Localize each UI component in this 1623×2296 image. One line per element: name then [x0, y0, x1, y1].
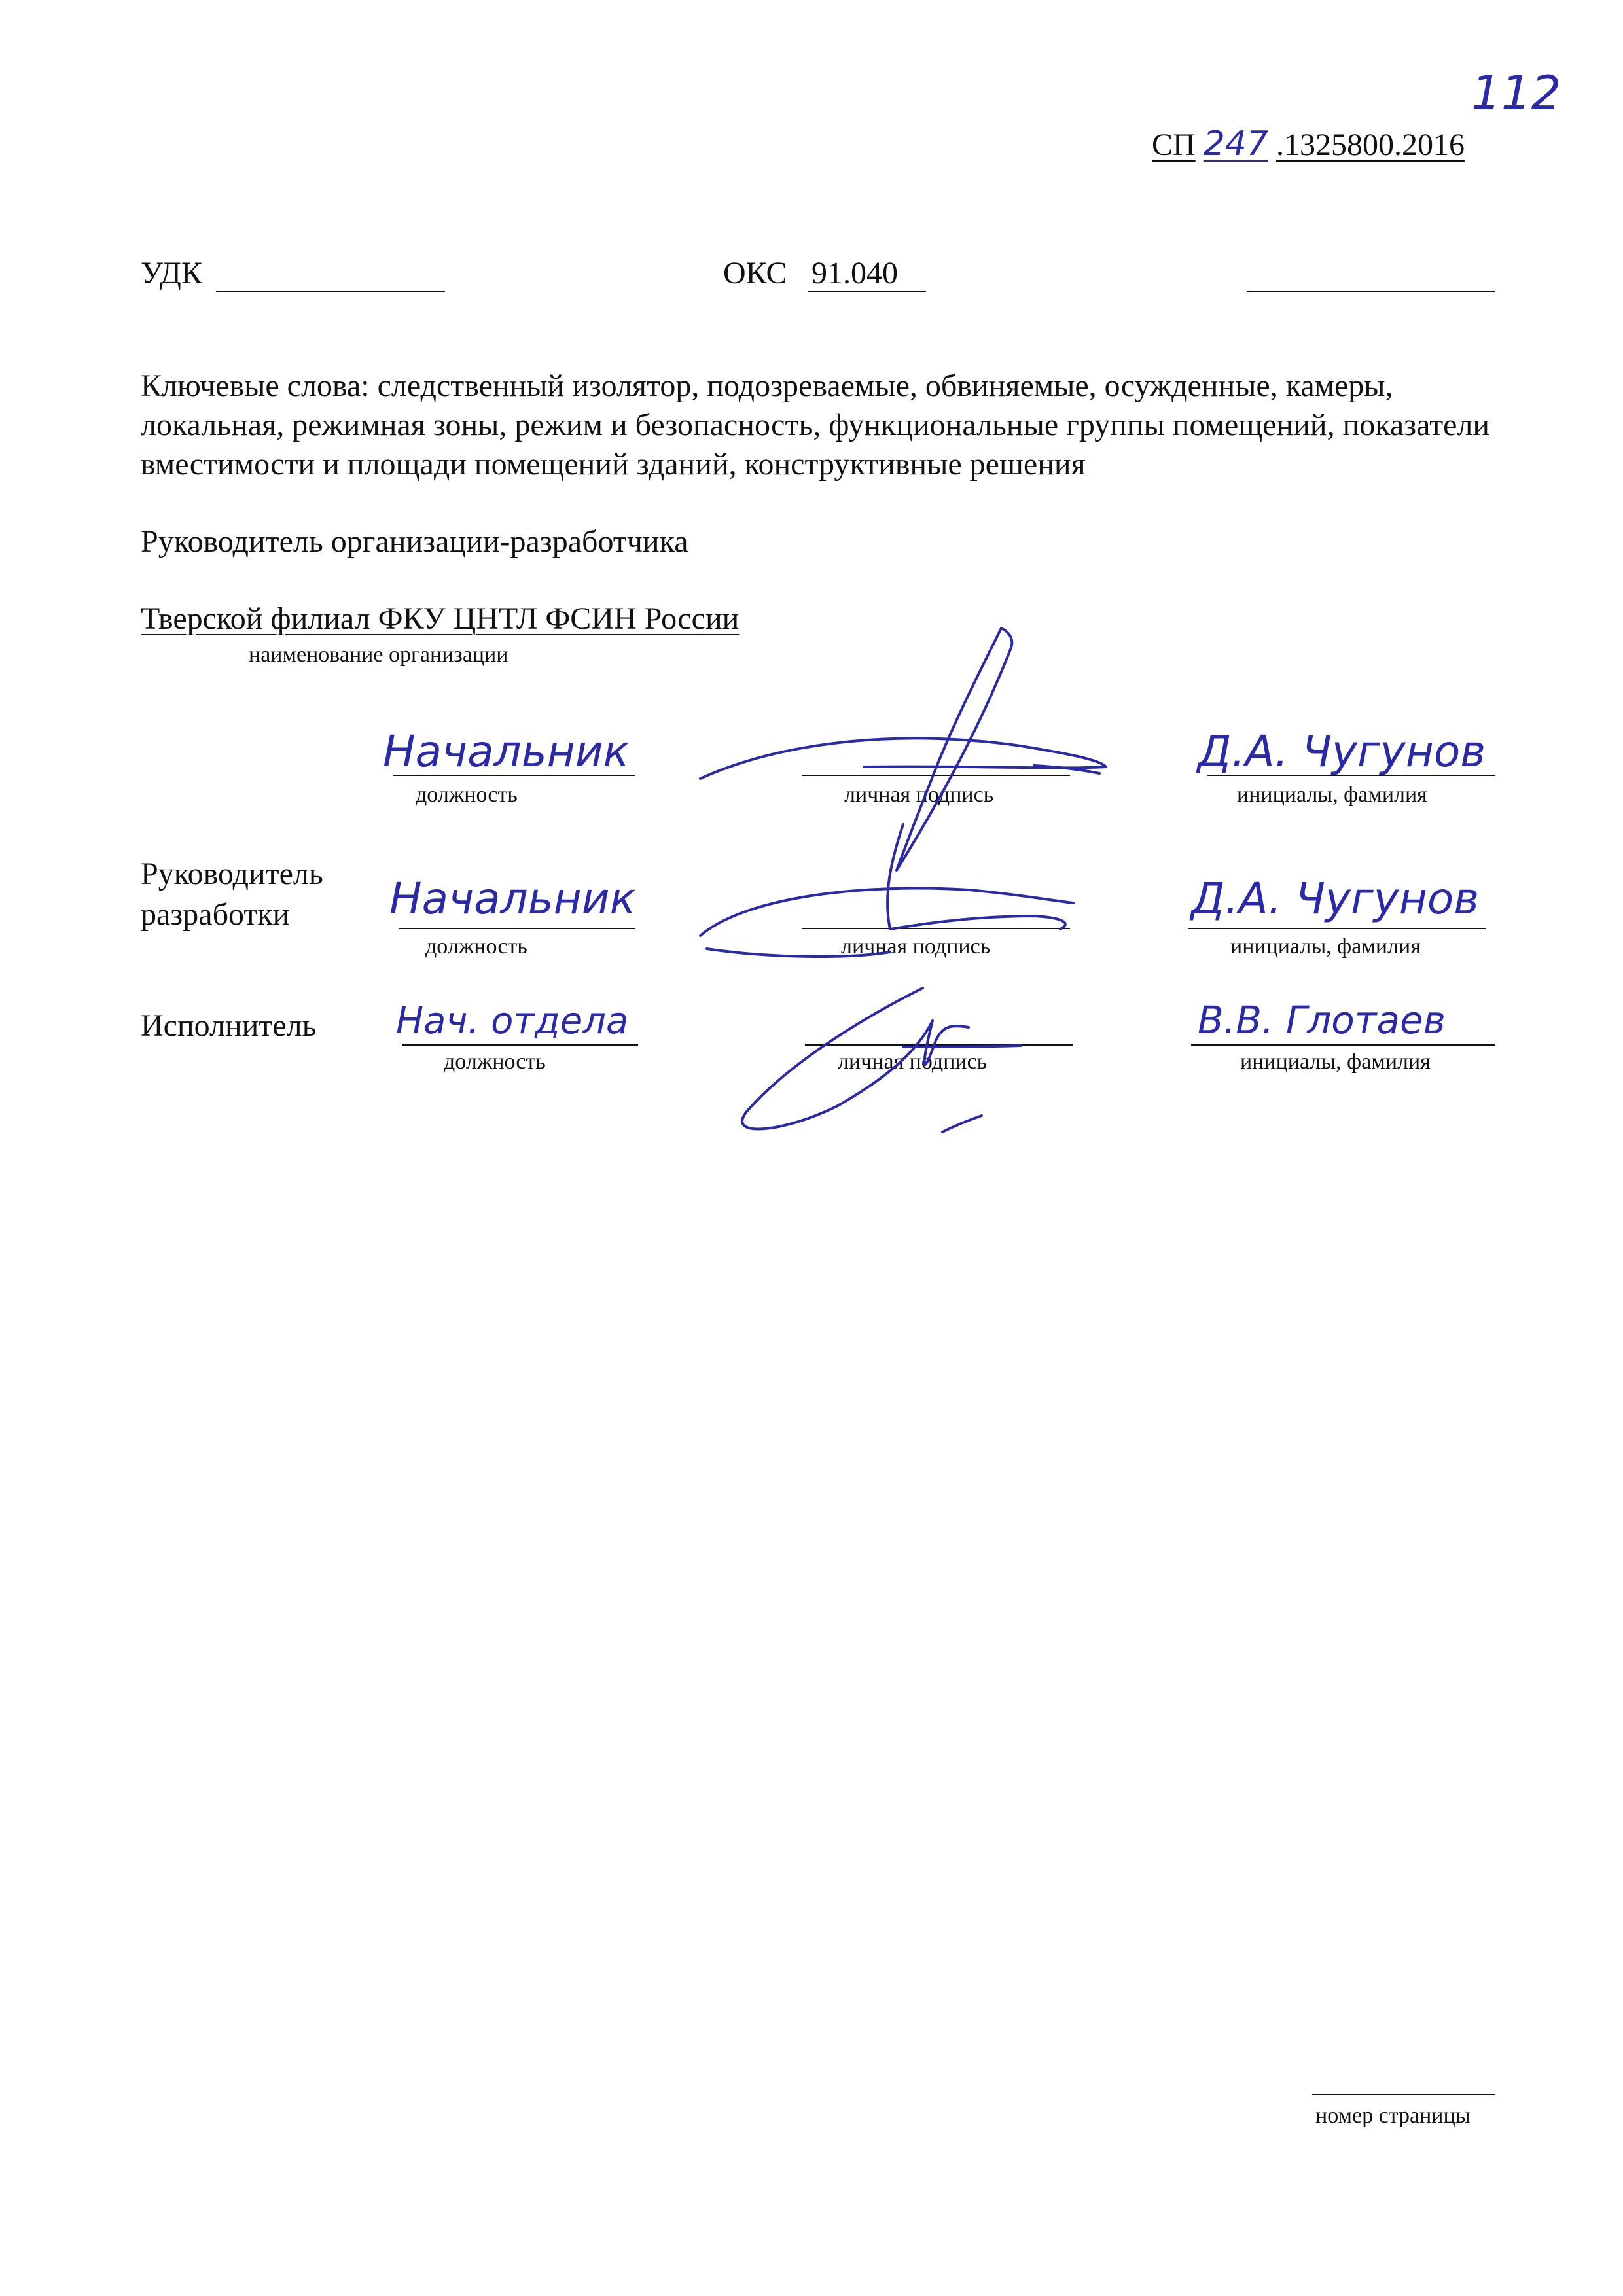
row2-name-caption: инициалы, фамилия	[1230, 934, 1421, 959]
row1-signature-caption: личная подпись	[844, 783, 994, 807]
standard-suffix: .1325800.2016	[1275, 128, 1465, 162]
row2-position-handwritten: Начальник	[389, 874, 636, 924]
oks-label: ОКС	[723, 256, 787, 291]
standard-number-handwritten: 247	[1203, 124, 1268, 164]
row2-position-caption: должность	[425, 934, 527, 959]
standard-prefix: СП	[1152, 128, 1196, 162]
row3-signature-caption: личная подпись	[838, 1050, 988, 1074]
page-number-caption: номер страницы	[1315, 2104, 1471, 2128]
row3-role-label: Исполнитель	[141, 1008, 317, 1043]
organization-name: Тверской филиал ФКУ ЦНТЛ ФСИН России	[141, 601, 740, 636]
signature-3-squiggle	[707, 981, 1073, 1152]
row1-position-line	[393, 775, 635, 776]
row2-name-line	[1188, 928, 1486, 929]
row1-name-line	[1207, 775, 1495, 776]
handwritten-page-number: 112	[1471, 65, 1561, 120]
row2-name-handwritten: Д.А. Чугунов	[1191, 874, 1480, 924]
row1-position-caption: должность	[416, 783, 518, 807]
row3-name-handwritten: В.В. Глотаев	[1198, 998, 1446, 1042]
signature-2-squiggle	[694, 818, 1099, 981]
oks-value: 91.040	[812, 256, 898, 291]
organization-caption: наименование организации	[249, 643, 508, 667]
row1-name-handwritten: Д.А. Чугунов	[1198, 726, 1486, 777]
udk-line	[216, 291, 445, 292]
row2-signature-caption: личная подпись	[841, 934, 991, 959]
row3-name-line	[1191, 1044, 1495, 1046]
page-number-line	[1312, 2094, 1495, 2095]
row3-position-caption: должность	[444, 1050, 546, 1074]
row1-position-handwritten: Начальник	[383, 726, 630, 777]
row2-position-line	[399, 928, 635, 929]
row3-position-handwritten: Нач. отдела	[396, 1000, 629, 1042]
row3-position-line	[402, 1044, 638, 1046]
extra-code-line	[1247, 291, 1495, 292]
row1-name-caption: инициалы, фамилия	[1237, 783, 1427, 807]
row2-role-label: Руководитель разработки	[141, 857, 323, 932]
keywords-paragraph: Ключевые слова: следственный изолятор, подозреваемые, обвиняемые, осужденные, камеры, локальная, режимная зоны, режим и безопасность, функциональные группы помещений, показатели вместимости и площади помещений зданий, конструктивные решения	[141, 368, 1490, 482]
head-org-title: Руководитель организации-разработчика	[141, 524, 688, 559]
udk-label: УДК	[141, 256, 202, 291]
oks-line	[808, 291, 926, 292]
row3-name-caption: инициалы, фамилия	[1240, 1050, 1431, 1074]
standard-designation	[1152, 124, 1465, 164]
